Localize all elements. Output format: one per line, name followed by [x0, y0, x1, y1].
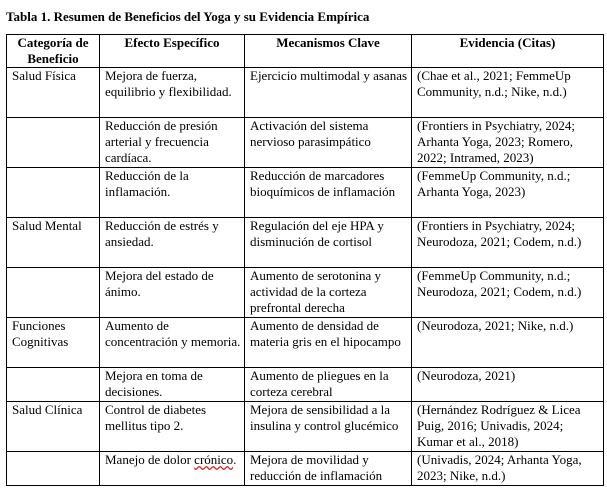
table-row	[7, 318, 604, 368]
evidence-cell: (FemmeUp Community, n.d.; Arhanta Yoga, 2023)	[412, 168, 604, 218]
table-row	[7, 118, 604, 168]
evidence-cell: (Frontiers in Psychiatry, 2024; Neurodoza, 2021; Codem, n.d.)	[412, 218, 604, 268]
benefits-table	[6, 34, 604, 486]
effect-cell: Control de diabetes mellitus tipo 2.	[100, 402, 245, 452]
category-cell	[7, 368, 100, 402]
table-header-row	[7, 35, 604, 68]
header-mechanism: Mecanismos Clave	[245, 35, 412, 68]
category-cell: Salud Clínica	[7, 402, 100, 452]
category-cell: Salud Mental	[7, 218, 100, 268]
table-caption: Tabla 1. Resumen de Beneficios del Yoga y su Evidencia Empírica	[6, 9, 370, 24]
table-row	[7, 68, 604, 118]
table-row	[7, 268, 604, 318]
mechanism-cell: Reducción de marcadores bioquímicos de inflamación	[245, 168, 412, 218]
mechanism-cell: Regulación del eje HPA y disminución de cortisol	[245, 218, 412, 268]
mechanism-cell: Mejora de movilidad y reducción de inflamación	[245, 452, 412, 486]
header-evidence: Evidencia (Citas)	[412, 35, 604, 68]
category-cell	[7, 118, 100, 168]
table-row	[7, 452, 604, 486]
mechanism-cell: Aumento de serotonina y actividad de la corteza prefrontal derecha	[245, 268, 412, 318]
evidence-cell: (Chae et al., 2021; FemmeUp Community, n.d.; Nike, n.d.)	[412, 68, 604, 118]
table-row	[7, 402, 604, 452]
category-cell: Salud Física	[7, 68, 100, 118]
mechanism-cell: Ejercicio multimodal y asanas	[245, 68, 412, 118]
effect-cell: Reducción de presión arterial y frecuencia cardíaca.	[100, 118, 245, 168]
category-cell	[7, 168, 100, 218]
effect-cell: Mejora del estado de ánimo.	[100, 268, 245, 318]
evidence-cell: (Neurodoza, 2021; Nike, n.d.)	[412, 318, 604, 368]
category-cell: Funciones Cognitivas	[7, 318, 100, 368]
effect-cell: Reducción de estrés y ansiedad.	[100, 218, 245, 268]
effect-cell: Aumento de concentración y memoria.	[100, 318, 245, 368]
evidence-cell: (Frontiers in Psychiatry, 2024; Arhanta Yoga, 2023; Romero, 2022; Intramed, 2023)	[412, 118, 604, 168]
mechanism-cell: Aumento de pliegues en la corteza cerebral	[245, 368, 412, 402]
category-cell	[7, 268, 100, 318]
header-effect: Efecto Específico	[100, 35, 245, 68]
evidence-cell: (FemmeUp Community, n.d.; Neurodoza, 2021; Codem, n.d.)	[412, 268, 604, 318]
table-row	[7, 218, 604, 268]
evidence-cell: (Univadis, 2024; Arhanta Yoga, 2023; Nike, n.d.)	[412, 452, 604, 486]
evidence-cell: (Hernández Rodríguez & Licea Puig, 2016; Univadis, 2024; Kumar et al., 2018)	[412, 402, 604, 452]
effect-cell: Manejo de dolor crónico.	[100, 452, 245, 486]
effect-cell: Mejora en toma de decisiones.	[100, 368, 245, 402]
category-cell	[7, 452, 100, 486]
effect-cell: Reducción de la inflamación.	[100, 168, 245, 218]
table-row	[7, 168, 604, 218]
effect-cell: Mejora de fuerza, equilibrio y flexibilidad.	[100, 68, 245, 118]
mechanism-cell: Aumento de densidad de materia gris en el hipocampo	[245, 318, 412, 368]
table-row	[7, 368, 604, 402]
mechanism-cell: Mejora de sensibilidad a la insulina y control glucémico	[245, 402, 412, 452]
spellcheck-mark: crónico	[194, 452, 234, 467]
evidence-cell: (Neurodoza, 2021)	[412, 368, 604, 402]
mechanism-cell: Activación del sistema nervioso parasimpático	[245, 118, 412, 168]
header-category: Categoría de Beneficio	[7, 35, 100, 68]
